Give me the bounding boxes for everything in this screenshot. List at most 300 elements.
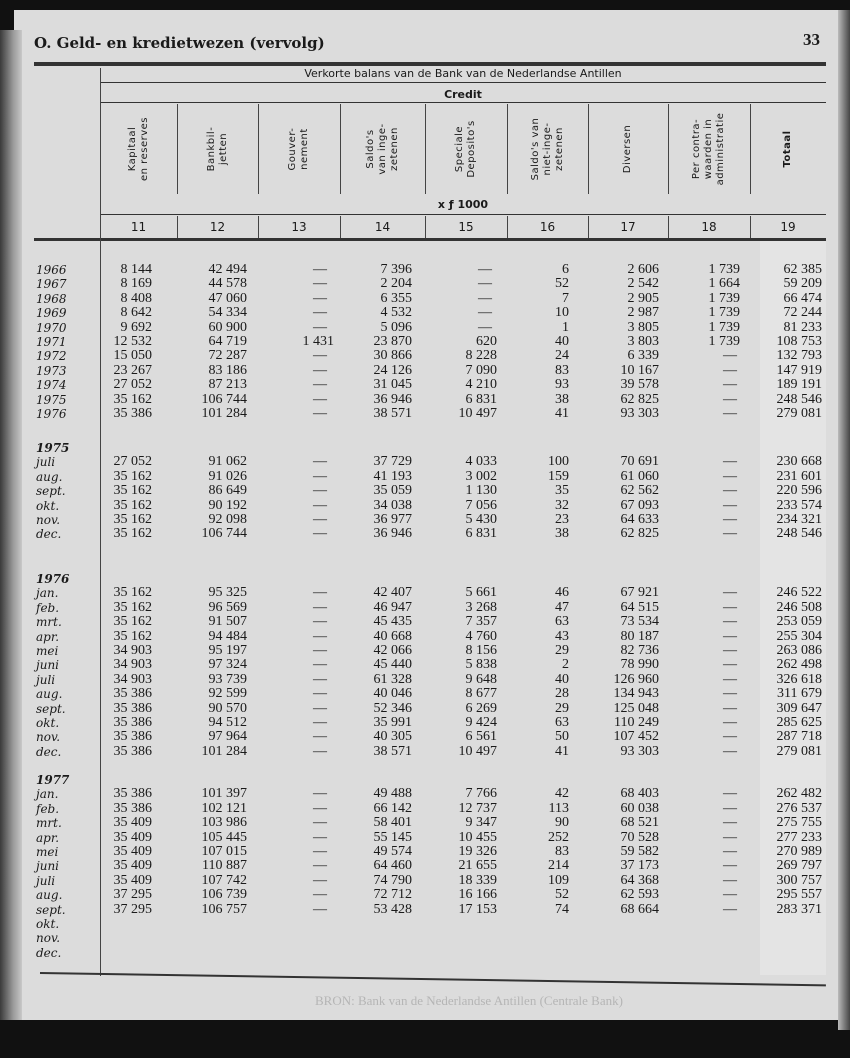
cell-col-19: 189 191: [776, 377, 822, 393]
cell-col-14: 36 977: [373, 512, 412, 527]
column-divider: [258, 104, 259, 194]
cell-col-11: 35 162: [113, 614, 152, 630]
cell-col-15: 9 347: [465, 815, 497, 831]
cell-col-12: 106 739: [201, 887, 247, 903]
cell-col-18: —: [723, 406, 737, 421]
cell-col-16: 23: [555, 512, 569, 527]
column-divider: [668, 104, 669, 194]
page-edge: [838, 10, 850, 1030]
cell-col-13: —: [313, 671, 327, 687]
cell-col-14: 58 401: [373, 815, 412, 831]
cell-col-16: 28: [555, 686, 569, 702]
row-label: 1971: [36, 335, 67, 349]
cell-col-12: 105 445: [201, 829, 247, 845]
column-divider: [340, 104, 341, 194]
column-number: 13: [291, 220, 307, 234]
cell-col-13: —: [313, 391, 327, 407]
cell-col-14: 30 866: [373, 348, 412, 364]
cell-col-18: —: [723, 700, 737, 716]
cell-col-15: 16 166: [458, 887, 497, 903]
cell-col-17: 62 825: [620, 526, 659, 542]
column-header-12: Bankbil- jetten: [205, 126, 229, 172]
cell-col-16: 83: [555, 362, 569, 378]
cell-col-11: 27 052: [113, 377, 152, 393]
rule: [100, 82, 826, 83]
cell-col-15: 4 210: [465, 377, 497, 393]
cell-col-16: 35: [555, 483, 569, 499]
cell-col-19: 269 797: [776, 858, 822, 874]
cell-col-18: —: [723, 362, 737, 378]
cell-col-18: —: [723, 872, 737, 888]
row-label: mei: [36, 845, 59, 859]
cell-col-12: 94 512: [208, 715, 247, 730]
cell-col-14: 61 328: [373, 671, 412, 687]
column-divider: [177, 104, 178, 194]
cell-col-19: 62 385: [783, 262, 822, 277]
cell-col-12: 107 015: [201, 844, 247, 859]
cell-col-15: —: [478, 290, 492, 306]
cell-col-13: —: [313, 829, 327, 845]
cell-col-16: 42: [555, 786, 569, 802]
cell-col-17: 3 805: [627, 319, 659, 335]
cell-col-13: —: [313, 276, 327, 292]
row-label: aug.: [36, 888, 63, 903]
cell-col-14: 38 571: [373, 406, 412, 421]
cell-col-16: 214: [548, 858, 569, 874]
cell-col-13: —: [313, 585, 327, 601]
cell-col-18: —: [723, 829, 737, 845]
header-bottom-rule: [34, 238, 826, 241]
cell-col-15: 12 737: [458, 800, 497, 816]
cell-col-19: 279 081: [776, 406, 822, 421]
cell-col-19: 263 086: [776, 643, 822, 658]
column-header-13: Gouver- nement: [287, 127, 310, 171]
cell-col-17: 93 303: [620, 406, 659, 421]
cell-col-17: 60 038: [620, 800, 659, 816]
cell-col-17: 68 521: [620, 815, 659, 831]
book-binding: [0, 30, 22, 1020]
cell-col-12: 103 986: [201, 815, 247, 831]
cell-col-18: 1 739: [708, 305, 740, 321]
cell-col-14: 52 346: [373, 700, 412, 716]
cell-col-11: 35 162: [113, 483, 152, 499]
cell-col-15: 17 153: [458, 901, 497, 917]
cell-col-14: 2 204: [380, 276, 412, 292]
cell-col-17: 68 403: [620, 786, 659, 802]
cell-col-11: 35 409: [113, 815, 152, 831]
cell-col-11: 35 162: [113, 585, 152, 601]
cell-col-14: 6 355: [380, 290, 412, 306]
cell-col-12: 106 757: [201, 901, 247, 917]
cell-col-19: 234 321: [776, 512, 822, 527]
cell-col-11: 35 409: [113, 844, 152, 859]
rule: [100, 214, 826, 215]
cell-col-15: 7 090: [465, 362, 497, 378]
section-title: O. Geld- en kredietwezen (vervolg): [34, 34, 325, 52]
cell-col-14: 72 712: [373, 887, 412, 903]
cell-col-18: —: [723, 377, 737, 393]
cell-col-16: 29: [555, 643, 569, 658]
row-label: aug.: [36, 469, 63, 484]
row-label: 1966: [36, 263, 67, 277]
cell-col-14: 35 991: [373, 715, 412, 730]
row-label: juli: [36, 873, 56, 888]
row-label: apr.: [36, 629, 60, 644]
cell-col-16: 41: [555, 743, 569, 759]
cell-col-18: —: [723, 729, 737, 745]
cell-col-11: 8 169: [120, 276, 152, 292]
cell-col-18: —: [723, 614, 737, 630]
cell-col-15: —: [478, 305, 492, 321]
cell-col-19: 275 755: [776, 815, 822, 831]
cell-col-18: —: [723, 686, 737, 702]
cell-col-18: —: [723, 526, 737, 542]
cell-col-15: —: [478, 319, 492, 335]
cell-col-17: 93 303: [620, 743, 659, 759]
cell-col-18: —: [723, 786, 737, 802]
cell-col-12: 42 494: [208, 262, 247, 277]
cell-col-14: 42 066: [373, 643, 412, 658]
cell-col-14: 31 045: [373, 377, 412, 393]
cell-col-14: 45 435: [373, 614, 412, 630]
cell-col-16: 93: [555, 377, 569, 393]
credit-heading: Credit: [444, 88, 482, 101]
cell-col-13: —: [313, 290, 327, 306]
cell-col-14: 24 126: [373, 362, 412, 378]
cell-col-19: 285 625: [776, 715, 822, 730]
cell-col-15: 8 156: [465, 643, 497, 658]
cell-col-19: 230 668: [776, 454, 822, 470]
cell-col-14: 5 096: [380, 319, 412, 335]
cell-col-11: 23 267: [113, 362, 152, 378]
row-label: mrt.: [36, 615, 62, 630]
cell-col-12: 101 397: [201, 786, 247, 802]
cell-col-15: 5 430: [465, 512, 497, 527]
column-number: 18: [701, 220, 717, 234]
row-label: 1967: [36, 277, 67, 292]
cell-col-15: 620: [476, 334, 497, 349]
cell-col-19: 253 059: [776, 614, 822, 630]
cell-col-11: 35 386: [113, 743, 152, 759]
cell-col-15: 8 677: [465, 686, 497, 702]
top-rule: [34, 62, 826, 66]
cell-col-17: 2 905: [627, 290, 659, 306]
column-number: 14: [374, 220, 391, 234]
cell-col-19: 262 482: [776, 786, 822, 802]
cell-col-14: 40 305: [373, 729, 412, 745]
row-label: nov.: [36, 931, 61, 946]
cell-col-16: 1: [562, 319, 569, 335]
cell-col-15: 19 326: [458, 844, 497, 859]
cell-col-13: —: [313, 614, 327, 630]
cell-col-13: —: [313, 815, 327, 831]
cell-col-18: —: [723, 585, 737, 601]
cell-col-12: 90 570: [208, 700, 247, 716]
cell-col-19: 277 233: [776, 829, 822, 845]
cell-col-16: 24: [555, 348, 569, 364]
cell-col-19: 311 679: [777, 686, 822, 702]
cell-col-13: —: [313, 887, 327, 903]
cell-col-11: 15 050: [113, 348, 152, 364]
cell-col-12: 72 287: [208, 348, 247, 364]
cell-col-14: 46 947: [373, 599, 412, 615]
cell-col-17: 126 960: [613, 671, 659, 687]
cell-col-12: 47 060: [208, 290, 247, 306]
cell-col-14: 53 428: [373, 901, 412, 917]
cell-col-16: 43: [555, 628, 569, 644]
row-label: feb.: [36, 801, 60, 816]
cell-col-13: —: [313, 512, 327, 527]
cell-col-19: 295 557: [776, 887, 822, 903]
cell-col-13: —: [313, 526, 327, 542]
page-number: 33: [803, 30, 820, 49]
cell-col-13: —: [313, 262, 327, 277]
cell-col-13: —: [313, 800, 327, 816]
cell-col-13: 1 431: [302, 334, 334, 349]
cell-col-17: 82 736: [620, 643, 659, 658]
cell-col-12: 83 186: [208, 362, 247, 378]
cell-col-16: 50: [555, 729, 569, 745]
cell-col-11: 35 162: [113, 468, 152, 484]
cell-col-12: 91 062: [208, 454, 247, 470]
cell-col-11: 35 386: [113, 715, 152, 730]
cell-col-12: 87 213: [208, 377, 247, 393]
row-label: sept.: [36, 484, 66, 499]
cell-col-18: —: [723, 671, 737, 687]
cell-col-18: —: [723, 743, 737, 759]
cell-col-19: 276 537: [776, 800, 822, 816]
cell-col-18: —: [723, 348, 737, 364]
row-label: dec.: [36, 527, 62, 542]
cell-col-18: —: [723, 497, 737, 513]
row-label: nov.: [36, 513, 61, 527]
cell-col-16: 109: [548, 872, 569, 888]
cell-col-14: 35 059: [373, 483, 412, 499]
cell-col-11: 35 162: [113, 391, 152, 407]
cell-col-11: 35 386: [113, 729, 152, 745]
cell-col-11: 35 162: [113, 512, 152, 527]
cell-col-19: 132 793: [776, 348, 822, 364]
cell-col-12: 95 325: [208, 585, 247, 601]
cell-col-12: 97 964: [208, 729, 247, 745]
column-number: 17: [620, 220, 636, 234]
cell-col-11: 35 409: [113, 872, 152, 888]
cell-col-12: 95 197: [208, 643, 247, 658]
cell-col-16: 2: [562, 657, 569, 673]
cell-col-11: 9 692: [120, 319, 152, 335]
cell-col-18: —: [723, 483, 737, 499]
cell-col-16: 83: [555, 844, 569, 859]
column-number: 16: [539, 220, 556, 234]
cell-col-14: 49 488: [373, 786, 412, 802]
cell-col-15: 6 561: [465, 729, 497, 745]
cell-col-15: 21 655: [458, 858, 497, 874]
cell-col-17: 2 987: [627, 305, 659, 321]
row-label: jan.: [36, 787, 59, 802]
cell-col-18: —: [723, 815, 737, 831]
cell-col-19: 81 233: [783, 319, 822, 335]
row-label: okt.: [36, 498, 60, 513]
cell-col-14: 36 946: [373, 526, 412, 542]
cell-col-12: 97 324: [208, 657, 247, 673]
cell-col-17: 78 990: [620, 657, 659, 673]
cell-col-12: 101 284: [201, 406, 247, 421]
cell-col-11: 27 052: [113, 454, 152, 470]
cell-col-18: —: [723, 512, 737, 527]
cell-col-16: 29: [555, 700, 569, 716]
cell-col-17: 62 562: [620, 483, 659, 499]
cell-col-14: 64 460: [373, 858, 412, 874]
row-label: juni: [36, 658, 60, 673]
cell-col-14: 49 574: [373, 844, 412, 859]
cell-col-15: 7 357: [465, 614, 497, 630]
cell-col-11: 35 386: [113, 700, 152, 716]
cell-col-18: —: [723, 844, 737, 859]
cell-col-11: 35 162: [113, 526, 152, 542]
cell-col-18: —: [723, 800, 737, 816]
cell-col-16: 38: [555, 391, 569, 407]
cell-col-17: 64 633: [620, 512, 659, 527]
cell-col-19: 233 574: [776, 497, 822, 513]
cell-col-11: 35 162: [113, 628, 152, 644]
cell-col-13: —: [313, 377, 327, 393]
cell-col-17: 59 582: [620, 844, 659, 859]
cell-col-12: 93 739: [208, 671, 247, 687]
cell-col-19: 287 718: [776, 729, 822, 745]
cell-col-13: —: [313, 743, 327, 759]
cell-col-11: 37 295: [113, 901, 152, 917]
row-label: nov.: [36, 730, 61, 745]
column-number: 11: [130, 220, 147, 234]
cell-col-18: —: [723, 887, 737, 903]
cell-col-12: 90 192: [208, 497, 247, 513]
cell-col-11: 34 903: [113, 657, 152, 673]
row-label: 1970: [36, 320, 67, 335]
cell-col-19: 255 304: [776, 628, 822, 644]
cell-col-12: 107 742: [201, 872, 247, 888]
cell-col-19: 283 371: [776, 901, 822, 917]
cell-col-12: 92 599: [208, 686, 247, 702]
cell-col-15: 8 228: [465, 348, 497, 364]
cell-col-11: 8 144: [120, 262, 152, 277]
cell-col-17: 64 368: [620, 872, 659, 888]
cell-col-11: 35 386: [113, 786, 152, 802]
cell-col-11: 34 903: [113, 643, 152, 658]
cell-col-16: 7: [562, 290, 569, 306]
cell-col-16: 74: [555, 901, 569, 917]
block-heading: 1977: [36, 773, 70, 787]
cell-col-13: —: [313, 729, 327, 745]
cell-col-16: 32: [555, 497, 569, 513]
cell-col-19: 59 209: [783, 276, 822, 292]
cell-col-15: —: [478, 276, 492, 292]
row-label: apr.: [36, 830, 60, 845]
cell-col-15: 18 339: [458, 872, 497, 888]
cell-col-12: 101 284: [201, 743, 247, 759]
cell-col-12: 54 334: [208, 305, 247, 321]
cell-col-18: —: [723, 657, 737, 673]
cell-col-17: 6 339: [627, 348, 659, 364]
cell-col-12: 102 121: [201, 800, 247, 816]
column-divider: [425, 104, 426, 194]
row-label: 1968: [36, 291, 67, 306]
cell-col-16: 46: [555, 585, 569, 601]
cell-col-17: 73 534: [620, 614, 659, 630]
cell-col-13: —: [313, 844, 327, 859]
cell-col-12: 96 569: [208, 599, 247, 615]
cell-col-15: 6 269: [465, 700, 497, 716]
column-header-17: Diversen: [622, 124, 633, 174]
cell-col-15: 1 130: [465, 483, 497, 499]
row-label: 1969: [36, 306, 67, 321]
block-heading: 1976: [36, 572, 70, 586]
cell-col-13: —: [313, 700, 327, 716]
cell-col-18: —: [723, 715, 737, 730]
cell-col-18: 1 739: [708, 319, 740, 335]
cell-col-16: 252: [548, 829, 569, 845]
cell-col-19: 309 647: [776, 700, 822, 716]
cell-col-11: 35 386: [113, 686, 152, 702]
cell-col-11: 35 386: [113, 406, 152, 421]
cell-col-18: —: [723, 454, 737, 470]
cell-col-17: 64 515: [620, 599, 659, 615]
cell-col-14: 66 142: [373, 800, 412, 816]
cell-col-13: —: [313, 858, 327, 874]
cell-col-13: —: [313, 406, 327, 421]
cell-col-12: 86 649: [208, 483, 247, 499]
cell-col-16: 113: [548, 800, 569, 816]
cell-col-11: 35 386: [113, 800, 152, 816]
cell-col-17: 67 093: [620, 497, 659, 513]
cell-col-17: 68 664: [620, 901, 659, 917]
cell-col-19: 66 474: [783, 290, 822, 306]
row-label: okt.: [36, 716, 60, 730]
cell-col-12: 92 098: [208, 512, 247, 527]
cell-col-16: 52: [555, 887, 569, 903]
column-header-18: Per contra- waarden in administratie: [691, 112, 726, 186]
column-number: 15: [458, 220, 474, 234]
cell-col-15: 9 648: [465, 671, 497, 687]
cell-col-13: —: [313, 786, 327, 802]
cell-col-14: 40 668: [373, 628, 412, 644]
cell-col-16: 90: [555, 815, 569, 831]
column-number: 12: [209, 220, 226, 234]
row-label: 1973: [36, 363, 67, 378]
cell-col-13: —: [313, 628, 327, 644]
cell-col-15: 7 766: [465, 786, 497, 802]
cell-col-13: —: [313, 483, 327, 499]
cell-col-18: —: [723, 643, 737, 658]
cell-col-18: —: [723, 628, 737, 644]
row-label: 1976: [36, 407, 67, 421]
cell-col-16: 6: [562, 262, 569, 277]
cell-col-19: 326 618: [776, 671, 822, 687]
cell-col-16: 63: [555, 715, 569, 730]
cell-col-19: 248 546: [776, 526, 822, 542]
cell-col-15: 7 056: [465, 497, 497, 513]
cell-col-18: 1 739: [708, 290, 740, 306]
cell-col-14: 36 946: [373, 391, 412, 407]
cell-col-11: 35 162: [113, 497, 152, 513]
cell-col-16: 52: [555, 276, 569, 292]
cell-col-14: 4 532: [380, 305, 412, 321]
row-label: sept.: [36, 701, 66, 716]
cell-col-18: —: [723, 858, 737, 874]
cell-col-19: 262 498: [776, 657, 822, 673]
cell-col-15: 3 268: [465, 599, 497, 615]
cell-col-17: 107 452: [613, 729, 659, 745]
cell-col-14: 34 038: [373, 497, 412, 513]
